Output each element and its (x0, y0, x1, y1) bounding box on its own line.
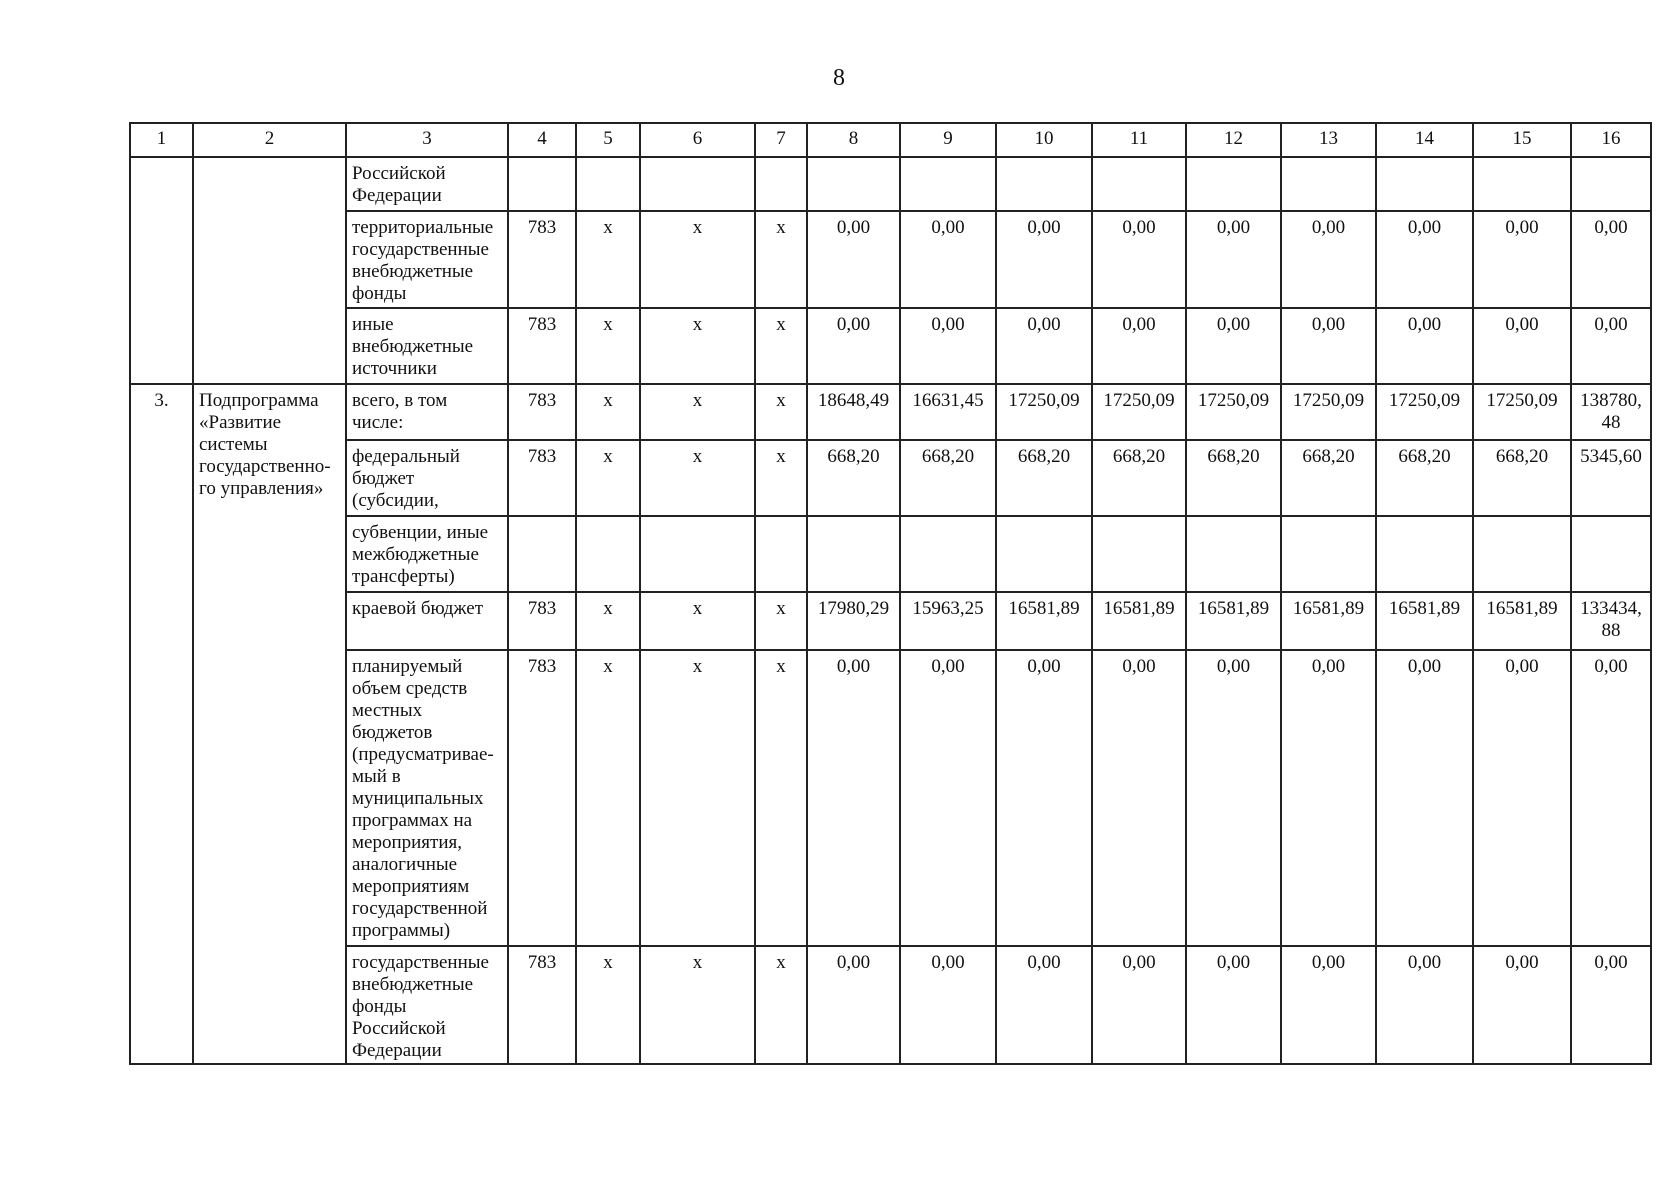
table-row (130, 157, 1651, 211)
year-value-8: 18648,49 (807, 384, 900, 440)
funding-source-label: субвенции, иные межбюджетные трансферты) (346, 516, 508, 592)
year-value-9 (900, 516, 996, 592)
year-value-8: 0,00 (807, 308, 900, 384)
col5-mark: х (576, 384, 640, 440)
year-value-9: 16631,45 (900, 384, 996, 440)
year-value-8: 17980,29 (807, 592, 900, 650)
total-value: 0,00 (1571, 650, 1651, 946)
col6-mark: х (640, 592, 755, 650)
year-value-13 (1281, 516, 1376, 592)
funding-source-label: всего, в том числе: (346, 384, 508, 440)
table-row (130, 440, 1651, 516)
year-value-11: 0,00 (1092, 946, 1186, 1064)
budget-code (508, 516, 576, 592)
total-value: 138780, 48 (1571, 384, 1651, 440)
year-value-15: 668,20 (1473, 440, 1571, 516)
year-value-10: 0,00 (996, 308, 1092, 384)
column-header-9: 9 (900, 123, 996, 157)
column-header-1: 1 (130, 123, 193, 157)
year-value-9: 0,00 (900, 211, 996, 308)
year-value-14: 17250,09 (1376, 384, 1473, 440)
year-value-13 (1281, 157, 1376, 211)
year-value-13: 0,00 (1281, 650, 1376, 946)
year-value-10: 0,00 (996, 211, 1092, 308)
budget-code: 783 (508, 650, 576, 946)
col7-mark: х (755, 384, 807, 440)
year-value-14: 16581,89 (1376, 592, 1473, 650)
funding-source-label: Российской Федерации (346, 157, 508, 211)
funding-source-label: территориальные государственные внебюджетные фонды (346, 211, 508, 308)
page-number: 8 (833, 65, 845, 91)
budget-code (508, 157, 576, 211)
col7-mark: х (755, 308, 807, 384)
year-value-15: 16581,89 (1473, 592, 1571, 650)
year-value-9: 668,20 (900, 440, 996, 516)
row-index-cell (130, 157, 193, 384)
col5-mark: х (576, 211, 640, 308)
year-value-10 (996, 516, 1092, 592)
year-value-12: 0,00 (1186, 650, 1281, 946)
year-value-14: 0,00 (1376, 946, 1473, 1064)
year-value-12: 17250,09 (1186, 384, 1281, 440)
col6-mark (640, 516, 755, 592)
total-value: 0,00 (1571, 211, 1651, 308)
year-value-13: 17250,09 (1281, 384, 1376, 440)
col6-mark: х (640, 308, 755, 384)
col5-mark: х (576, 592, 640, 650)
column-header-11: 11 (1092, 123, 1186, 157)
column-header-12: 12 (1186, 123, 1281, 157)
year-value-9: 0,00 (900, 650, 996, 946)
column-header-14: 14 (1376, 123, 1473, 157)
year-value-12 (1186, 516, 1281, 592)
year-value-13: 0,00 (1281, 211, 1376, 308)
budget-code: 783 (508, 592, 576, 650)
funding-source-label: федеральный бюджет (субсидии, (346, 440, 508, 516)
column-header-6: 6 (640, 123, 755, 157)
table-row (130, 516, 1651, 592)
col5-mark (576, 516, 640, 592)
col6-mark: х (640, 946, 755, 1064)
col7-mark (755, 157, 807, 211)
year-value-10: 668,20 (996, 440, 1092, 516)
year-value-12: 0,00 (1186, 211, 1281, 308)
col7-mark: х (755, 440, 807, 516)
col7-mark: х (755, 592, 807, 650)
year-value-15: 0,00 (1473, 946, 1571, 1064)
funding-source-label: краевой бюджет (346, 592, 508, 650)
table-body (130, 157, 1651, 1064)
column-header-3: 3 (346, 123, 508, 157)
year-value-15: 0,00 (1473, 650, 1571, 946)
year-value-11: 17250,09 (1092, 384, 1186, 440)
total-value: 133434, 88 (1571, 592, 1651, 650)
budget-code: 783 (508, 384, 576, 440)
year-value-10 (996, 157, 1092, 211)
year-value-8 (807, 157, 900, 211)
year-value-15 (1473, 157, 1571, 211)
column-header-8: 8 (807, 123, 900, 157)
column-header-15: 15 (1473, 123, 1571, 157)
total-value: 0,00 (1571, 946, 1651, 1064)
program-name-cell (193, 157, 346, 384)
column-header-10: 10 (996, 123, 1092, 157)
year-value-8 (807, 516, 900, 592)
col7-mark: х (755, 650, 807, 946)
table-row (130, 650, 1651, 946)
budget-code: 783 (508, 946, 576, 1064)
table-row (130, 308, 1651, 384)
year-value-10: 0,00 (996, 650, 1092, 946)
col6-mark: х (640, 650, 755, 946)
table-row (130, 384, 1651, 440)
year-value-8: 0,00 (807, 946, 900, 1064)
col6-mark: х (640, 440, 755, 516)
total-value (1571, 157, 1651, 211)
col6-mark: х (640, 384, 755, 440)
year-value-11: 0,00 (1092, 308, 1186, 384)
year-value-11 (1092, 157, 1186, 211)
funding-source-label: иные внебюджетные источники (346, 308, 508, 384)
year-value-15 (1473, 516, 1571, 592)
year-value-15: 17250,09 (1473, 384, 1571, 440)
year-value-11: 0,00 (1092, 650, 1186, 946)
year-value-11 (1092, 516, 1186, 592)
col6-mark: х (640, 211, 755, 308)
total-value: 0,00 (1571, 308, 1651, 384)
total-value: 5345,60 (1571, 440, 1651, 516)
year-value-12: 0,00 (1186, 308, 1281, 384)
header-row (130, 123, 1651, 157)
year-value-13: 16581,89 (1281, 592, 1376, 650)
year-value-12: 668,20 (1186, 440, 1281, 516)
year-value-15: 0,00 (1473, 308, 1571, 384)
year-value-11: 0,00 (1092, 211, 1186, 308)
col7-mark (755, 516, 807, 592)
year-value-8: 668,20 (807, 440, 900, 516)
total-value (1571, 516, 1651, 592)
column-header-7: 7 (755, 123, 807, 157)
year-value-10: 16581,89 (996, 592, 1092, 650)
year-value-9: 0,00 (900, 946, 996, 1064)
year-value-13: 668,20 (1281, 440, 1376, 516)
budget-code: 783 (508, 440, 576, 516)
subprogram-name: Подпрограмма «Развитие системы государственно-го управления» (193, 384, 346, 1064)
year-value-14: 0,00 (1376, 308, 1473, 384)
year-value-12 (1186, 157, 1281, 211)
column-header-2: 2 (193, 123, 346, 157)
col5-mark (576, 157, 640, 211)
col5-mark: х (576, 308, 640, 384)
column-header-16: 16 (1571, 123, 1651, 157)
year-value-14 (1376, 157, 1473, 211)
table-row (130, 946, 1651, 1064)
year-value-13: 0,00 (1281, 308, 1376, 384)
budget-code: 783 (508, 308, 576, 384)
year-value-14: 668,20 (1376, 440, 1473, 516)
column-header-13: 13 (1281, 123, 1376, 157)
year-value-8: 0,00 (807, 650, 900, 946)
col5-mark: х (576, 440, 640, 516)
subprogram-index: 3. (130, 384, 193, 1064)
year-value-12: 0,00 (1186, 946, 1281, 1064)
table-row (130, 592, 1651, 650)
column-header-4: 4 (508, 123, 576, 157)
col5-mark: х (576, 650, 640, 946)
year-value-11: 668,20 (1092, 440, 1186, 516)
col6-mark (640, 157, 755, 211)
year-value-9: 15963,25 (900, 592, 996, 650)
year-value-14: 0,00 (1376, 211, 1473, 308)
column-header-5: 5 (576, 123, 640, 157)
year-value-9: 0,00 (900, 308, 996, 384)
year-value-15: 0,00 (1473, 211, 1571, 308)
year-value-9 (900, 157, 996, 211)
col7-mark: х (755, 946, 807, 1064)
col5-mark: х (576, 946, 640, 1064)
year-value-8: 0,00 (807, 211, 900, 308)
year-value-10: 0,00 (996, 946, 1092, 1064)
table-row (130, 211, 1651, 308)
year-value-14: 0,00 (1376, 650, 1473, 946)
year-value-10: 17250,09 (996, 384, 1092, 440)
funding-source-label: планируемый объем средств местных бюджетов (предусматривае-мый в муниципальных программах на мероприятия, аналогичные мероприятиям государственной программы) (346, 650, 508, 946)
year-value-11: 16581,89 (1092, 592, 1186, 650)
col7-mark: х (755, 211, 807, 308)
budget-code: 783 (508, 211, 576, 308)
year-value-12: 16581,89 (1186, 592, 1281, 650)
year-value-13: 0,00 (1281, 946, 1376, 1064)
year-value-14 (1376, 516, 1473, 592)
funding-source-label: государственные внебюджетные фонды Российской Федерации (346, 946, 508, 1064)
budget-table (129, 122, 1652, 1065)
